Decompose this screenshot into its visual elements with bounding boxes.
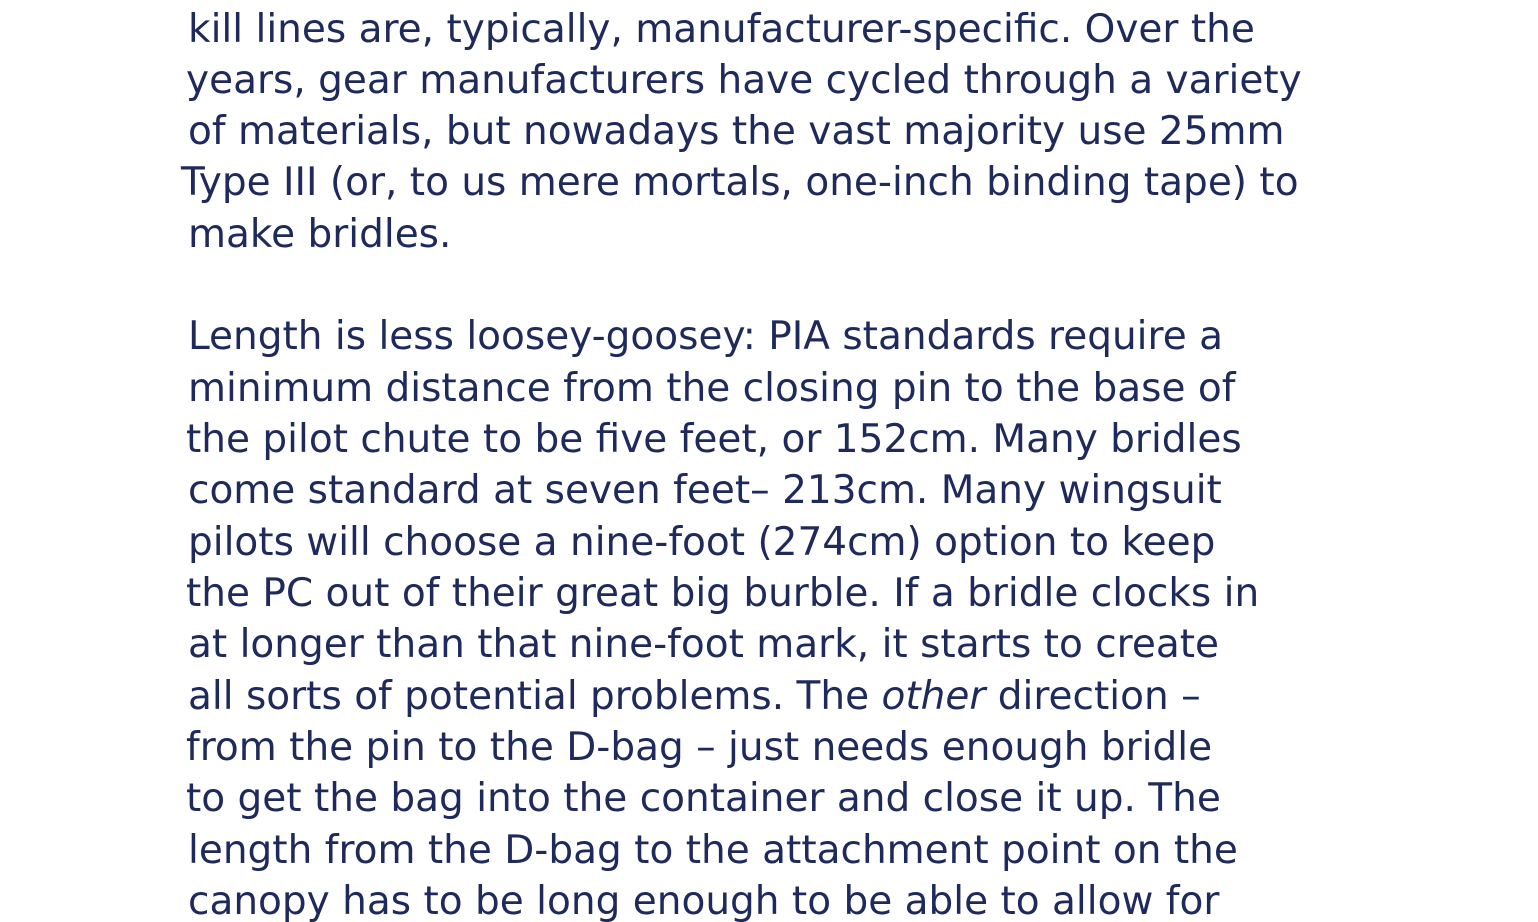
text-line: length from the D-bag to the attachment point on the [188, 828, 1238, 873]
text-line: pilots will choose a nine-foot (274cm) option to keep [188, 520, 1216, 565]
text-line: kill lines are, typically, manufacturer-specific. Over the [188, 7, 1255, 52]
text-line-with-emphasis [188, 671, 1201, 722]
emphasis-text: other [881, 674, 986, 719]
text-segment: all sorts of potential problems. The [188, 674, 882, 719]
text-line: the PC out of their great big burble. If a bridle clocks in [186, 571, 1260, 616]
text-line: the pilot chute to be five feet, or 152cm. Many bridles [186, 417, 1242, 462]
text-line: to get the bag into the container and close it up. The [186, 776, 1221, 821]
text-line: come standard at seven feet– 213cm. Many wingsuit [188, 468, 1222, 513]
text-line: canopy has to be long enough to be able to allow for [188, 879, 1220, 922]
text-line: Type III (or, to us mere mortals, one-inch binding tape) to [181, 160, 1299, 205]
text-line: years, gear manufacturers have cycled through a variety [186, 58, 1302, 103]
text-line: of materials, but nowadays the vast majority use 25mm [188, 109, 1285, 154]
text-line: make bridles. [188, 212, 452, 257]
text-line: minimum distance from the closing pin to the base of [188, 366, 1236, 411]
text-line: at longer than that nine-foot mark, it starts to create [188, 622, 1220, 667]
text-segment: direction – [985, 674, 1201, 719]
text-line: Length is less loosey-goosey: PIA standards require a [188, 314, 1223, 359]
text-line: from the pin to the D-bag – just needs enough bridle [186, 725, 1213, 770]
